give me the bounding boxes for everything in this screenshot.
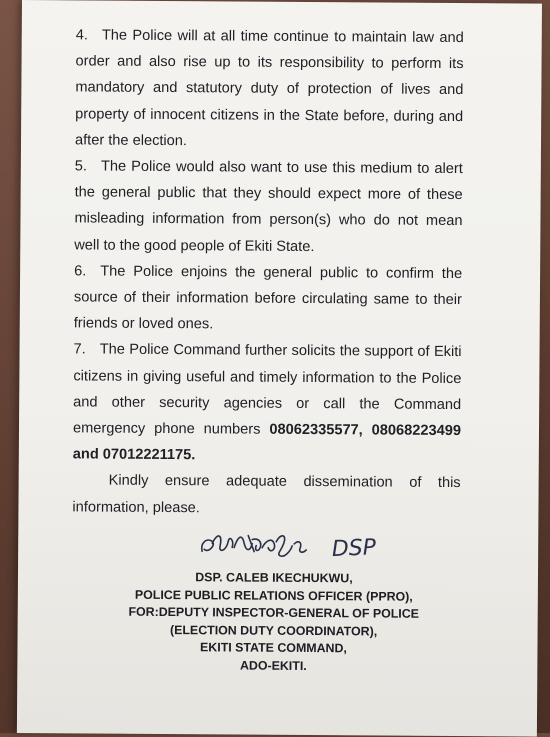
- paragraph-7: [73, 337, 462, 471]
- closing-line: Kindly ensure adequate dissemination of this information, please.: [72, 473, 461, 516]
- paragraph-4: [75, 22, 464, 156]
- signature-dsp-text: DSP: [331, 535, 377, 563]
- signoff-location: ADO-EKITI.: [239, 658, 307, 673]
- paragraph-number: 7.: [73, 341, 86, 358]
- paragraph-text: The Police Command further solicits the support of Ekiti citizens in giving useful and timely information to the Police and other security agencies or call the Command emergency phone numbers: [72, 341, 462, 438]
- paragraph-number: 6.: [74, 263, 87, 280]
- document-page: [17, 0, 542, 737]
- paragraph-number: 5.: [74, 158, 88, 175]
- paragraph-6: [74, 258, 463, 339]
- signoff-for: FOR:DEPUTY INSPECTOR-GENERAL OF POLICE: [128, 604, 420, 621]
- signoff-block: [117, 569, 430, 677]
- document-body: [72, 22, 463, 523]
- signoff-command: EKITI STATE COMMAND,: [200, 640, 347, 656]
- emergency-phone-numbers: 08062335577, 08068223499 and 07012221175.: [72, 421, 462, 464]
- handwritten-signature: [196, 521, 396, 566]
- paragraph-text: The Police will at all time continue to maintain law and order and also rise up to its responsibility to perform its mandatory and statutory duty of protection of lives and property of innocent citizens in the State before, during and after the election.: [74, 27, 464, 149]
- paragraph-5: [74, 153, 463, 261]
- paragraph-text: The Police would also want to use this medium to alert the general public that they should expect more of these misleading information from person(s) who do not mean well to the good people of Ekiti State.: [74, 158, 463, 255]
- signoff-title: POLICE PUBLIC RELATIONS OFFICER (PPRO),: [134, 587, 413, 604]
- paragraph-number: 4.: [75, 27, 88, 44]
- signoff-coordinator: (ELECTION DUTY COORDINATOR),: [169, 622, 378, 639]
- signoff-name: DSP. CALEB IKECHUKWU,: [195, 570, 353, 586]
- paragraph-text: The Police enjoins the general public to confirm the source of their information before circulating same to their friends or loved ones.: [73, 263, 463, 333]
